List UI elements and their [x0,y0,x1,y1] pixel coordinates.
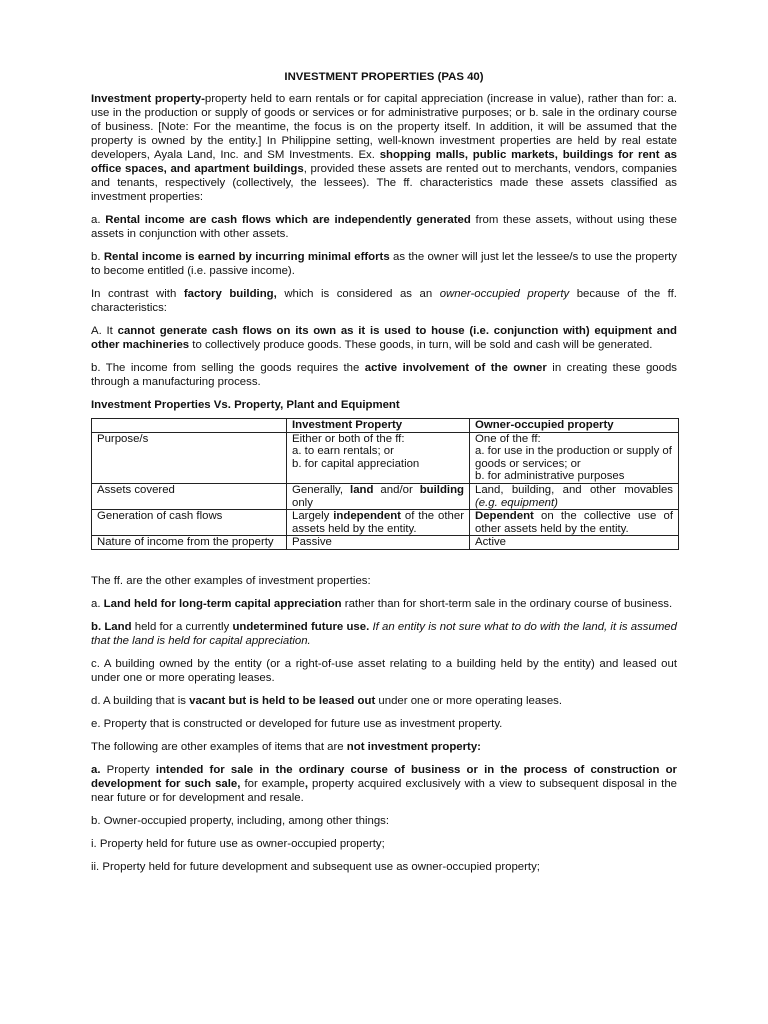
row-label: Assets covered [92,483,287,509]
table-header-row [92,419,679,433]
definition-paragraph: Investment property-property held to earn rentals or for capital appreciation (increase in value), rather than for: a. use in the production or supply of goods or services or for administrative purposes; or b. sale in the ordinary course of business. [Note: For the meantime, the focus is on the property itself. In addition, it will be assumed that the property is owned by the entity.] In Philippine setting, well-known investment properties are held by real estate developers, Ayala Land, Inc. and SM Investments. Ex. shopping malls, public markets, buildings for rent as office spaces, and apartment buildings, provided these assets are rented out to merchants, vendors, companies and tenants, respectively (collectively, the lessees). The ff. characteristics made these assets classified as investment properties: [91,93,678,203]
cell: Land, building, and other movables (e.g. equipment) [470,483,679,509]
other-examples-intro: The ff. are the other examples of investment properties: [91,574,371,587]
not-investment-b: b. Owner-occupied property, including, among other things: [91,814,390,827]
document-body [91,70,677,883]
example-b: b. Land held for a currently undetermined future use. If an entity is not sure what to do with the land, it is assumed that the land is held for capital appreciation. [91,620,677,647]
page-title: INVESTMENT PROPERTIES (PAS 40) [284,71,484,83]
contrast-a: A. It cannot generate cash flows on its own as it is used to house (i.e. conjunction with) equipment and other machineries to collectively produce goods. These goods, in turn, will be sold and cash will be generated. [91,325,677,351]
cell: Passive [287,536,470,550]
table-title: Investment Properties Vs. Property, Plant and Equipment [91,399,400,411]
row-label: Purpose/s [92,432,287,483]
table-row [92,536,679,550]
cell: One of the ff: a. for use in the production or supply of goods or services; or b. for administrative purposes [470,432,679,483]
example-d: d. A building that is vacant but is held to be leased out under one or more operating leases. [91,694,563,707]
table-header-investment-property: Investment Property [287,419,470,433]
example-a: a. Land held for long-term capital appreciation rather than for short-term sale in the ordinary course of business. [91,597,673,610]
table-row [92,483,679,509]
cell: Largely independent of the other assets held by the entity. [287,510,470,536]
comparison-table [91,418,679,550]
definition-examples: shopping malls, public markets, buildings for rent as office spaces, and apartment buildings [91,149,677,175]
not-investment-a: a. Property intended for sale in the ordinary course of business or in the process of construction or development for such sale, for example, property acquired exclusively with a view to subsequent disposal in the near future or for development and resale. [91,763,677,804]
example-c: c. A building owned by the entity (or a right-of-use asset relating to a building held by the entity) and leased out under one or more operating leases. [91,657,677,684]
cell: Either or both of the ff: a. to earn rentals; or b. for capital appreciation [287,432,470,483]
row-label: Nature of income from the property [92,536,287,550]
table-row [92,432,679,483]
row-label: Generation of cash flows [92,510,287,536]
table-row [92,510,679,536]
characteristic-b: b. Rental income is earned by incurring minimal efforts as the owner will just let the lessee/s to use the property to become entitled (i.e. passive income). [91,251,677,277]
contrast-b: b. The income from selling the goods requires the active involvement of the owner in creating these goods through a manufacturing process. [91,362,677,388]
example-e: e. Property that is constructed or developed for future use as investment property. [91,717,503,730]
table-header-empty [92,419,287,433]
contrast-paragraph: In contrast with factory building, which is considered as an owner-occupied property because of the ff. characteristics: [91,288,677,314]
not-investment-ii: ii. Property held for future development and subsequent use as owner-occupied property; [91,860,540,873]
cell: Dependent on the collective use of other assets held by the entity. [470,510,679,536]
cell: Generally, land and/or building only [287,483,470,509]
table-header-owner-occupied: Owner-occupied property [470,419,679,433]
definition-term: Investment property- [91,93,205,105]
not-investment-i: i. Property held for future use as owner-occupied property; [91,837,385,850]
characteristic-a: a. Rental income are cash flows which are independently generated from these assets, without using these assets in conjunction with other assets. [91,214,677,240]
cell: Active [470,536,679,550]
not-investment-intro: The following are other examples of items that are not investment property: [91,740,481,753]
